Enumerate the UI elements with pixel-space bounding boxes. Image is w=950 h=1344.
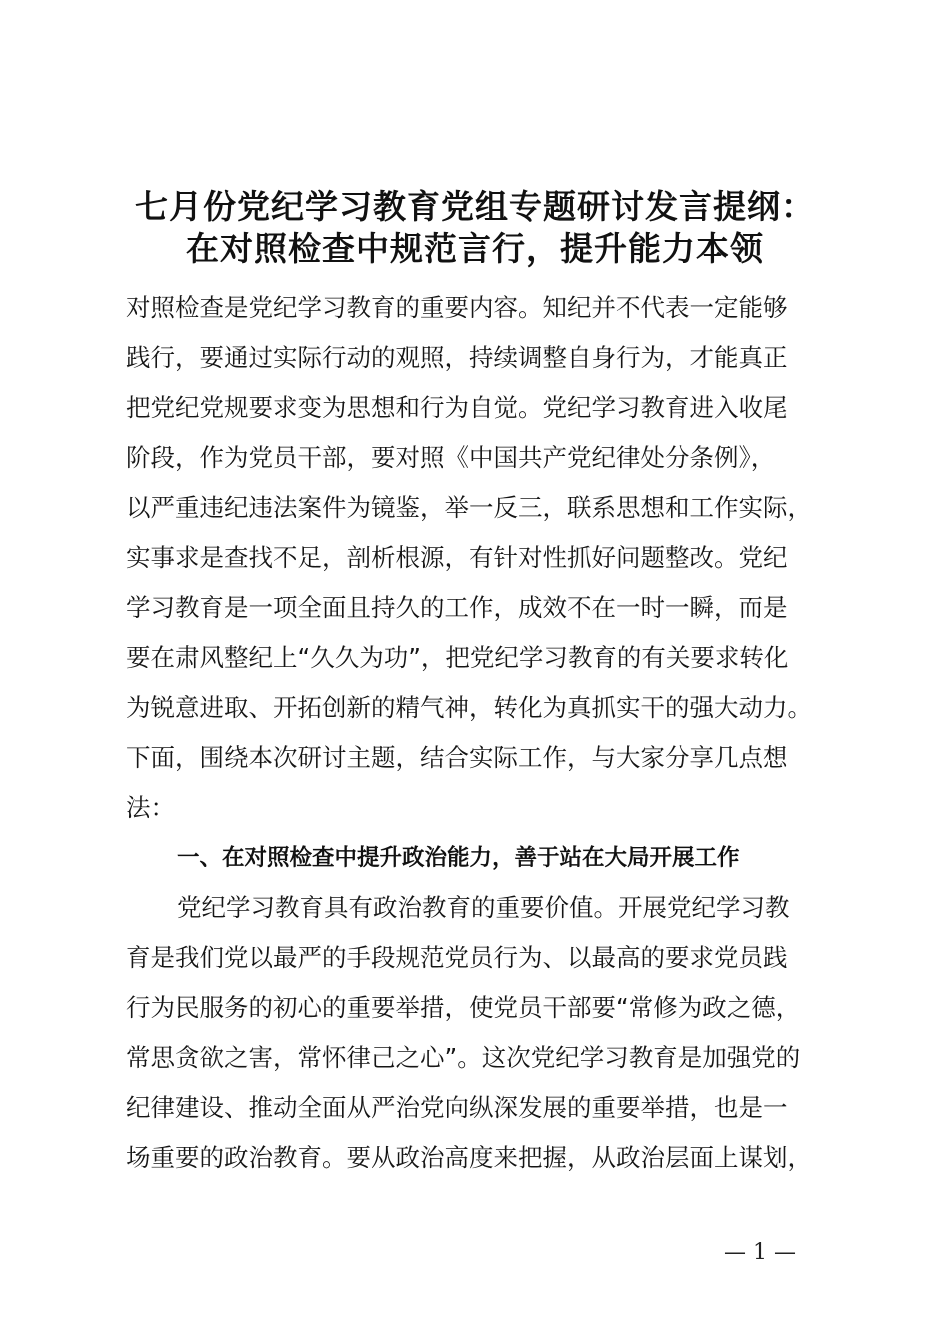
- intro-line: 践行，要通过实际行动的观照，持续调整自身行为，才能真正: [126, 343, 788, 372]
- intro-line: 把党纪党规要求变为思想和行为自觉。党纪学习教育进入收尾: [126, 393, 788, 422]
- section-heading: 一、在对照检查中提升政治能力，善于站在大局开展工作: [177, 845, 740, 871]
- section-line: 纪律建设、推动全面从严治党向纵深发展的重要举措，也是一: [126, 1093, 788, 1122]
- intro-line: 要在肃风整纪上“久久为功”，把党纪学习教育的有关要求转化: [126, 643, 789, 672]
- document-title: [100, 186, 850, 270]
- subtitle-line: 在对照检查中规范言行，提升能力本领: [186, 229, 764, 268]
- intro-line: 法：: [126, 793, 175, 822]
- intro-line: 对照检查是党纪学习教育的重要内容。知纪并不代表一定能够: [126, 293, 788, 322]
- section-line: 常思贪欲之害，常怀律己之心”。这次党纪学习教育是加强党的: [126, 1043, 801, 1072]
- section-line: 行为民服务的初心的重要举措，使党员干部要“常修为政之德，: [126, 993, 801, 1022]
- title-line: 七月份党纪学习教育党组专题研讨发言提纲：: [135, 187, 815, 226]
- intro-line: 实事求是查找不足，剖析根源，有针对性抓好问题整改。党纪: [126, 543, 788, 572]
- intro-line: 以严重违纪违法案件为镜鉴，举一反三，联系思想和工作实际，: [126, 493, 812, 522]
- section-line: 党纪学习教育具有政治教育的重要价值。开展党纪学习教: [177, 893, 790, 922]
- page-number: — 1 —: [724, 1240, 796, 1265]
- intro-line: 阶段，作为党员干部，要对照《中国共产党纪律处分条例》，: [126, 443, 776, 472]
- document-body: [126, 283, 856, 1183]
- section-line: 场重要的政治教育。要从政治高度来把握，从政治层面上谋划，: [126, 1143, 812, 1172]
- intro-line: 学习教育是一项全面且持久的工作，成效不在一时一瞬，而是: [126, 593, 788, 622]
- intro-line: 为锐意进取、开拓创新的精气神，转化为真抓实干的强大动力。: [126, 693, 812, 722]
- section-line: 育是我们党以最严的手段规范党员行为、以最高的要求党员践: [126, 943, 788, 972]
- intro-line: 下面，围绕本次研讨主题，结合实际工作，与大家分享几点想: [126, 743, 788, 772]
